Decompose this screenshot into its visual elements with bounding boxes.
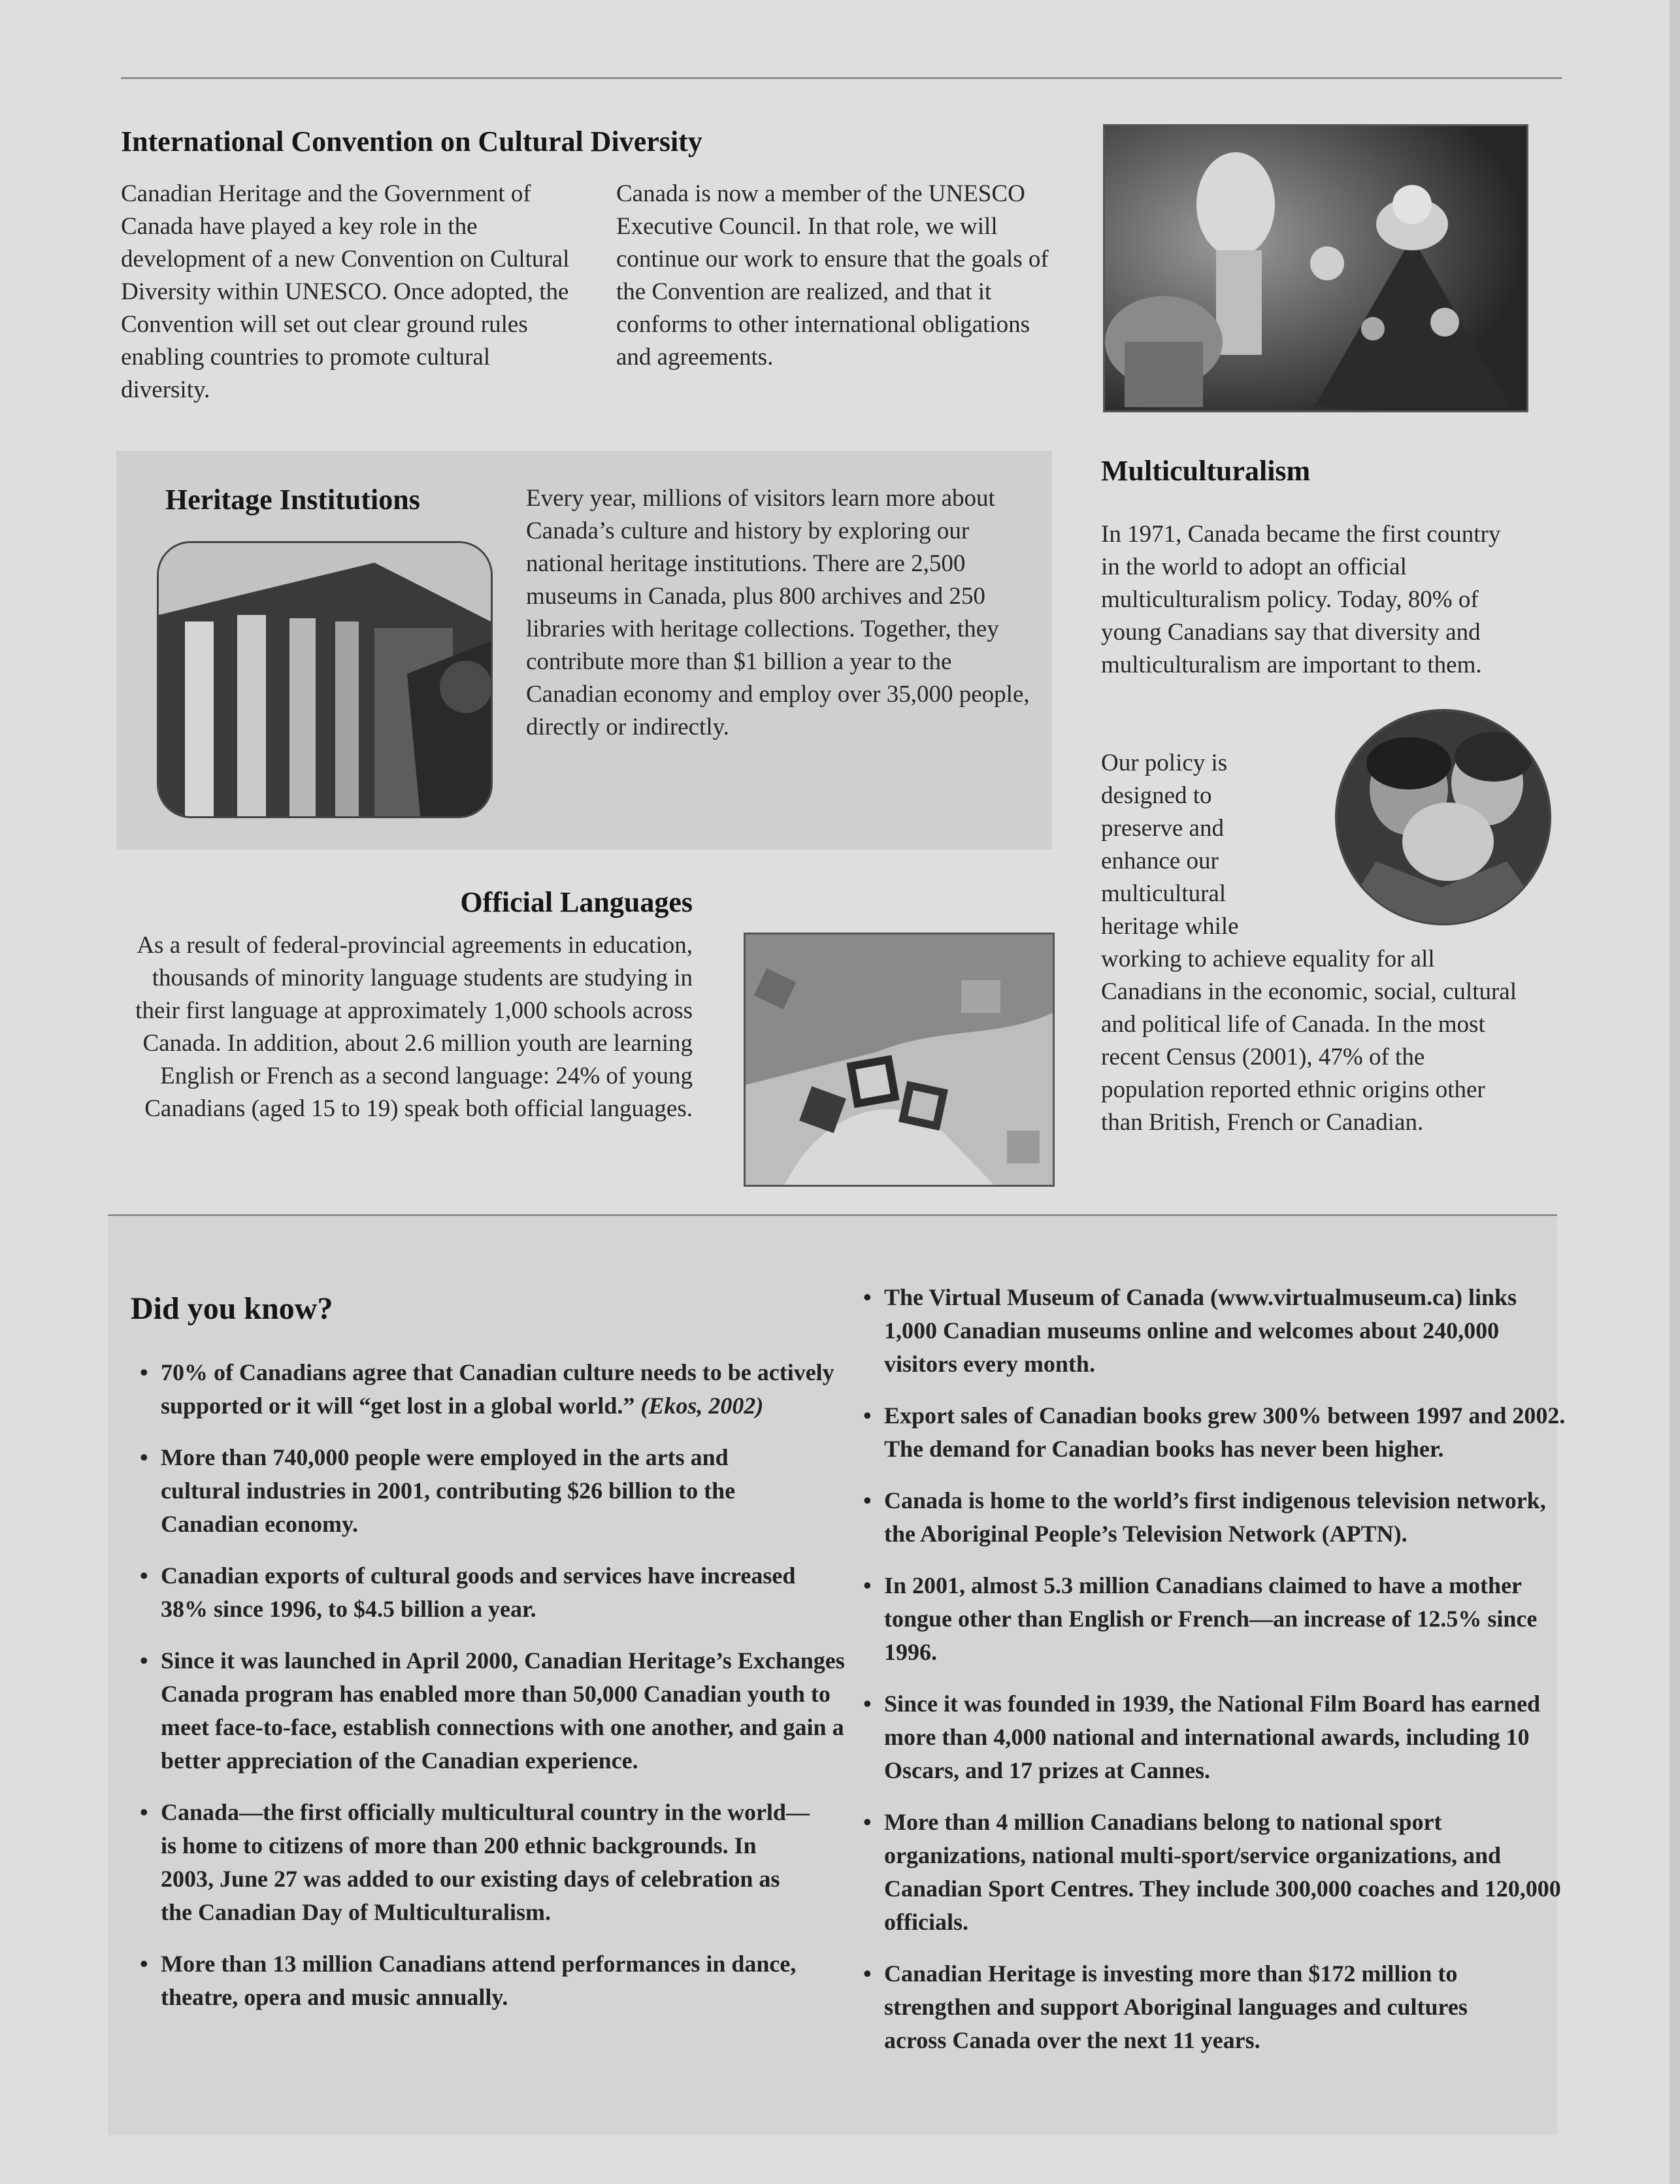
languages-photo — [744, 933, 1055, 1187]
heritage-box — [116, 451, 1052, 850]
fact-item — [131, 1796, 849, 1929]
fact-item — [854, 1484, 1566, 1551]
convention-col2: Canada is now a member of the UNESCO Executive Council. In that role, we will continue our work to ensure that the goals of the Convention are realized, and that it conforms to other international obligations and agreements. — [616, 180, 1049, 371]
fact-text: Since it was launched in April 2000, Canadian Heritage’s Exchanges Canada program has enabled more than 50,000 Canadian youth to meet face-to-face, establish connections with one another, and gain a better appreciation of the Canadian experience. — [161, 1647, 845, 1774]
multiculturalism-text-bottom: working to achieve equality for all Canadians in the economic, social, cultural and political life of Canada. In the most recent Census (2001), 47% of the population reported ethnic origins other than British, French or Canadian. — [1101, 946, 1517, 1136]
fact-text: The Virtual Museum of Canada (www.virtualmuseum.ca) links 1,000 Canadian museums online and welcomes about 240,000 visitors every month. — [884, 1284, 1517, 1377]
languages-text: As a result of federal-provincial agreements in education, thousands of minority language students are studying in their first language at approximately 1,000 schools across Canada. In addition, about 2.6 million youth are learning English or French as a second language: 24% of young Canadians (aged 15 to 19) speak both official languages. — [135, 932, 693, 1122]
fact-text: More than 4 million Canadians belong to national sport organizations, national multi-sport/service organizations, and Canadian Sport Centres. They include 300,000 coaches and 120,000 officials. — [884, 1809, 1561, 1935]
middle-rule — [108, 1214, 1557, 1216]
fact-text: Canadian Heritage is investing more than $172 million to strengthen and support Aboriginal languages and cultures across Canada over the next 11 years. — [884, 1961, 1468, 2053]
multiculturalism-title: Multiculturalism — [1101, 455, 1311, 487]
fact-text: More than 13 million Canadians attend performances in dance, theatre, opera and music annually. — [161, 1951, 797, 2010]
page-edge — [1670, 0, 1680, 2184]
fact-text: Export sales of Canadian books grew 300% between 1997 and 2002. The demand for Canadian books has never been higher. — [884, 1402, 1566, 1462]
heritage-title: Heritage Institutions — [165, 484, 420, 516]
convention-col1: Canadian Heritage and the Government of Canada have played a key role in the development of a new Convention on Cultural Diversity within UNESCO. Once adopted, the Convention will set out clear ground rules enabling countries to promote cultural diversity. — [121, 180, 570, 403]
fact-item — [131, 1947, 849, 2014]
fact-item — [854, 1569, 1566, 1669]
fact-item — [131, 1441, 849, 1541]
parade-image — [1105, 126, 1526, 410]
fact-text: More than 740,000 people were employed in the arts and cultural industries in 2001, contributing $26 billion to the Canadian economy. — [161, 1444, 736, 1537]
fact-text: Canada—the first officially multicultural country in the world—is home to citizens of more than 200 ethnic backgrounds. In 2003, June 27 was added to our existing days of celebration as the Canadian Day of Multiculturalism. — [161, 1799, 810, 1925]
fact-item — [854, 1281, 1566, 1381]
parade-photo — [1103, 124, 1528, 412]
facts-left — [131, 1356, 849, 2032]
fact-item — [131, 1559, 849, 1626]
fact-item — [131, 1356, 849, 1423]
languages-title: Official Languages — [460, 886, 693, 918]
facts-right — [854, 1281, 1566, 2076]
multiculturalism-text-top: In 1971, Canada became the first country in the world to adopt an official multiculturalism policy. Today, 80% of young Canadians say that diversity and multiculturalism are important to them. — [1101, 521, 1501, 678]
letter-blocks-image — [746, 935, 1053, 1185]
fact-text: 70% of Canadians agree that Canadian culture needs to be actively supported or it will “get lost in a global world.” — [161, 1359, 834, 1419]
youth-image — [1337, 711, 1549, 923]
convention-title: International Convention on Cultural Diversity — [121, 125, 702, 157]
fact-text: Canadian exports of cultural goods and services have increased 38% since 1996, to $4.5 billion a year. — [161, 1563, 796, 1622]
fact-text: Canada is home to the world’s first indigenous television network, the Aboriginal People’s Television Network (APTN). — [884, 1487, 1546, 1547]
fact-item — [854, 1687, 1566, 1787]
multiculturalism-text-wrap: Our policy is designed to preserve and enhance our multicultural heritage while — [1101, 750, 1239, 940]
fact-text: Since it was founded in 1939, the National Film Board has earned more than 4,000 national and international awards, including 10 Oscars, and 17 prizes at Cannes. — [884, 1691, 1541, 1783]
heritage-text: Every year, millions of visitors learn more about Canada’s culture and history by exploring our national heritage institutions. There are 2,500 museums in Canada, plus 800 archives and 250 libraries with heritage collections. Together, they contribute more than $1 billion a year to the Canadian economy and employ over 35,000 people, directly or indirectly. — [526, 485, 1030, 740]
fact-source: (Ekos, 2002) — [640, 1393, 764, 1419]
did-you-know-title: Did you know? — [131, 1291, 333, 1326]
fact-item — [854, 1957, 1566, 2057]
museum-image — [159, 543, 491, 816]
fact-item — [854, 1806, 1566, 1939]
fact-item — [854, 1399, 1566, 1466]
multiculturalism-photo — [1335, 709, 1551, 925]
top-rule — [121, 77, 1562, 79]
fact-item — [131, 1644, 849, 1778]
fact-text: In 2001, almost 5.3 million Canadians claimed to have a mother tongue other than English or French—an increase of 12.5% since 1996. — [884, 1572, 1538, 1665]
heritage-photo — [157, 541, 493, 818]
